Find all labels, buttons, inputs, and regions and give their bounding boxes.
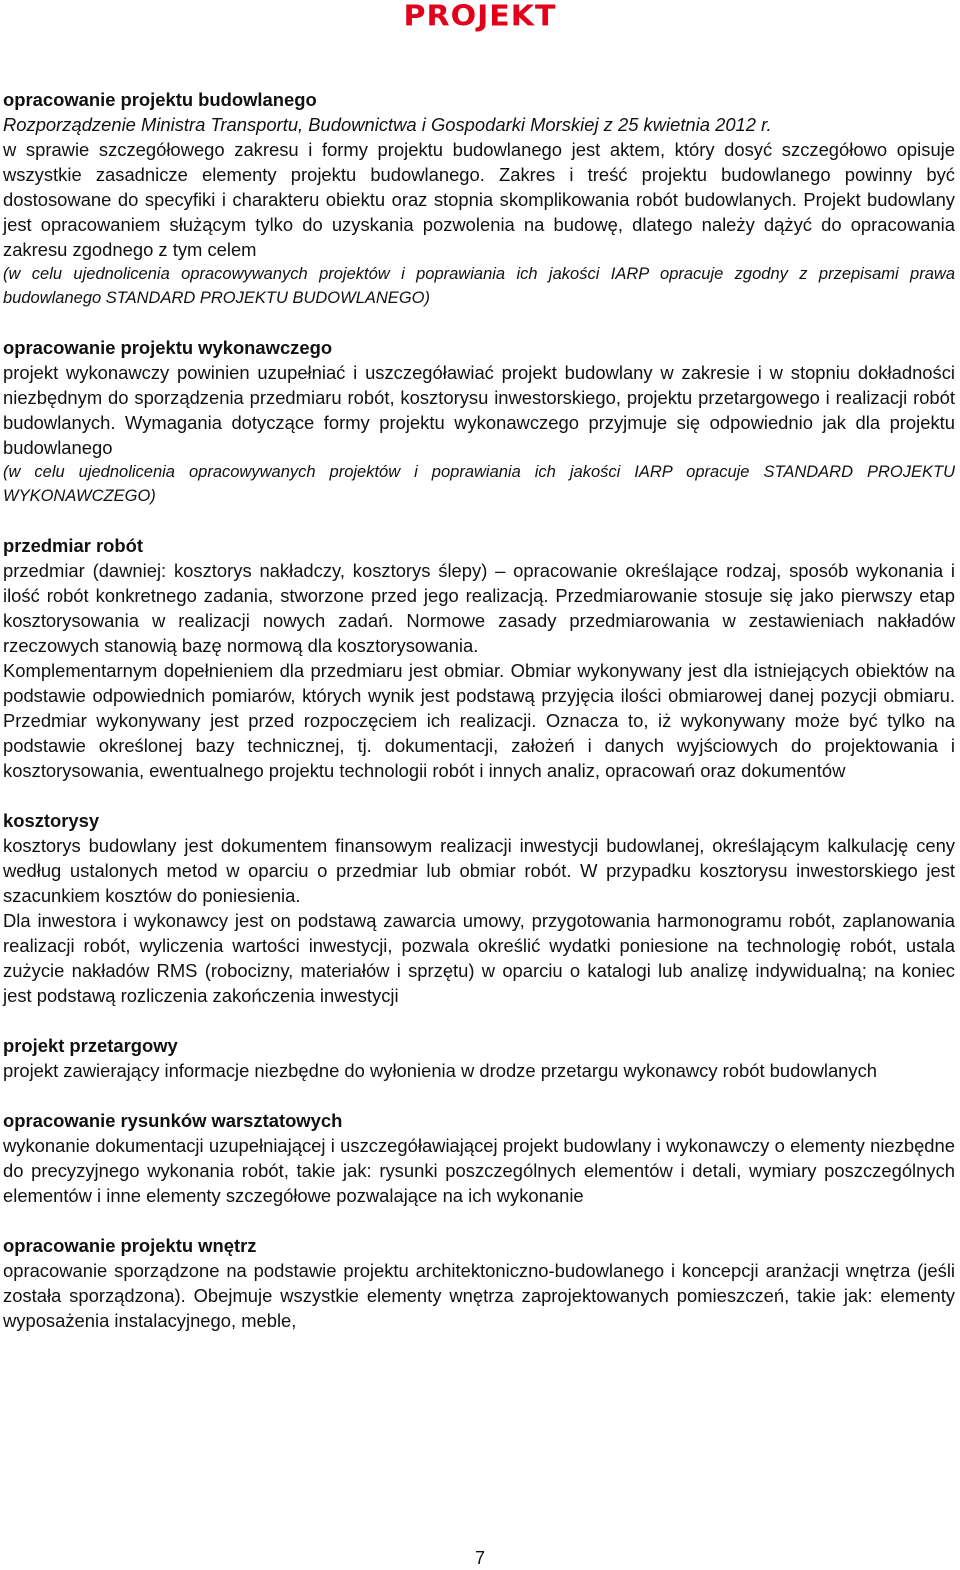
section-przedmiar-robot bbox=[3, 533, 955, 783]
section-heading: projekt przetargowy bbox=[3, 1035, 178, 1056]
document-body bbox=[3, 87, 955, 1358]
section-heading: przedmiar robót bbox=[3, 535, 143, 556]
section-projekt-wnetrz bbox=[3, 1233, 955, 1333]
section-body: projekt zawierający informacje niezbędne do wyłonienia w drodze przetargu wykonawcy robót budowlanych bbox=[3, 1060, 878, 1081]
section-heading: opracowanie projektu wykonawczego bbox=[3, 337, 333, 358]
section-body: opracowanie sporządzone na podstawie projektu architektoniczno-budowlanego i koncepcji aranżacji wnętrza (jeśli została sporządzona). Obejmuje wszystkie elementy wnętrza zaprojektowanych pomieszczeń, takie jak: elementy wyposażenia instalacyjnego, meble, bbox=[3, 1260, 955, 1331]
section-body: w sprawie szczegółowego zakresu i formy projektu budowlanego jest aktem, który dosyć szczegółowo opisuje wszystkie zasadnicze elementy projektu budowlanego. Zakres i treść projektu budowlanego powinny być dostosowane do specyfiki i charakteru obiektu oraz stopnia skomplikowania robót budowlanych. Projekt budowlany jest opracowaniem służącym tylko do uzyskania pozwolenia na budowę, dlatego należy dążyć do opracowania zakresu zgodnego z tym celem bbox=[3, 139, 955, 260]
section-note: (w celu ujednolicenia opracowywanych projektów i poprawiania ich jakości IARP opracuje STANDARD PROJEKTU WYKONAWCZEGO) bbox=[3, 463, 955, 505]
section-kosztorysy bbox=[3, 808, 955, 1008]
section-body-continued: Dla inwestora i wykonawcy jest on podstawą zawarcia umowy, przygotowania harmonogramu robót, zaplanowania realizacji robót, wyliczenia wartości inwestycji, pozwala określić wydatki poniesione na technologię robót, ustala zużycie nakładów RMS (robocizny, materiałów i sprzętu) w oparciu o katalogi lub analizę indywidualną; na koniec jest podstawą rozliczenia zakończenia inwestycji bbox=[3, 910, 955, 1006]
section-body-continued: Komplementarnym dopełnieniem dla przedmiaru jest obmiar. Obmiar wykonywany jest dla istniejących obiektów na podstawie odpowiednich pomiarów, których wynik jest podstawą przyjęcia ilości obmiarowej danej pozycji obmiaru. Przedmiar wykonywany jest przed rozpoczęciem ich realizacji. Oznacza to, iż wykonywany może być tylko na podstawie określonej bazy technicznej, tj. dokumentacji, założeń i danych wyjściowych do projektowania i kosztorysowania, ewentualnego projektu technologii robót i innych analiz, opracowań oraz dokumentów bbox=[3, 660, 955, 781]
section-body: przedmiar (dawniej: kosztorys nakładczy, kosztorys ślepy) – opracowanie określające rodzaj, sposób wykonania i ilość robót konkretnego zadania, stworzone przed jego realizacją. Przedmiarowanie stosuje się jako pierwszy etap kosztorysowania w realizacji nowych zadań. Normowe zasady przedmiarowania w zestawieniach nakładów rzeczowych stanowią bazę normową dla kosztorysowania. bbox=[3, 560, 955, 656]
section-heading: opracowanie projektu wnętrz bbox=[3, 1235, 257, 1256]
page-title: PROJEKT bbox=[403, 0, 557, 34]
section-projekt-budowlany bbox=[3, 87, 955, 310]
section-body: projekt wykonawczy powinien uzupełniać i uszczegóławiać projekt budowlany w zakresie i w stopniu dokładności niezbędnym do sporządzenia przedmiaru robót, kosztorysu inwestorskiego, projektu przetargowego i realizacji robót budowlanych. Wymagania dotyczące formy projektu wykonawczego przyjmuje się odpowiednio jak dla projektu budowlanego bbox=[3, 362, 955, 458]
section-note: (w celu ujednolicenia opracowywanych projektów i poprawiania ich jakości IARP opracuje zgodny z przepisami prawa budowlanego STANDARD PROJEKTU BUDOWLANEGO) bbox=[3, 265, 955, 307]
page-header bbox=[0, 0, 960, 34]
page-number: 7 bbox=[474, 1548, 485, 1568]
section-heading: opracowanie projektu budowlanego bbox=[3, 89, 317, 110]
section-rysunki-warsztatowe bbox=[3, 1108, 955, 1208]
regulation-reference: Rozporządzenie Ministra Transportu, Budownictwa i Gospodarki Morskiej z 25 kwietnia 2012 r. bbox=[3, 114, 772, 135]
section-heading: kosztorysy bbox=[3, 810, 100, 831]
section-projekt-przetargowy bbox=[3, 1033, 955, 1083]
section-projekt-wykonawczy bbox=[3, 335, 955, 508]
section-body: kosztorys budowlany jest dokumentem finansowym realizacji inwestycji budowlanej, określającym kalkulację ceny według ustalonych metod w oparciu o przedmiar lub obmiar robót. W przypadku kosztorysu inwestorskiego jest szacunkiem kosztów do poniesienia. bbox=[3, 835, 955, 906]
section-heading: opracowanie rysunków warsztatowych bbox=[3, 1110, 343, 1131]
section-body: wykonanie dokumentacji uzupełniającej i uszczegóławiającej projekt budowlany i wykonawczy o elementy niezbędne do precyzyjnego wykonania robót, takie jak: rysunki poszczególnych elementów i detali, wymiary poszczególnych elementów i inne elementy szczegółowe pozwalające na ich wykonanie bbox=[3, 1135, 955, 1206]
